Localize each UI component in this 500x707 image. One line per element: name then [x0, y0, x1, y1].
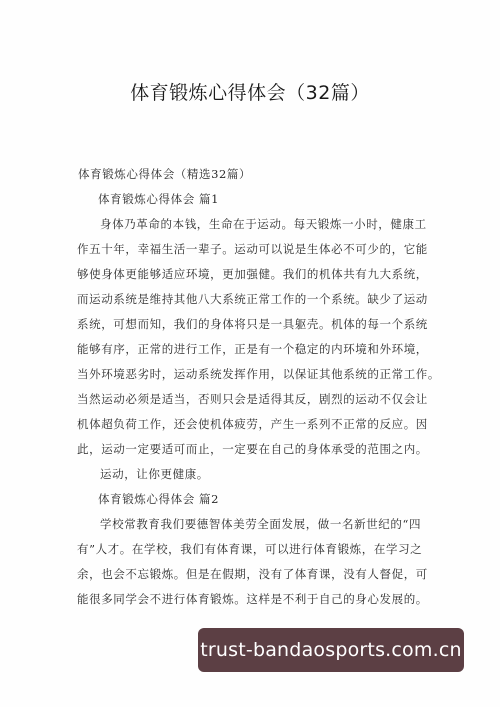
paragraph-line: 余，也会不忘锻炼。但是在假期，没有了体育课，没有人督促，可 [77, 567, 428, 581]
document-subtitle: 体育锻炼心得体会（精选32篇） [78, 167, 252, 181]
paragraph-line: 系统，可想而知，我们的身体将只是一具躯壳。机体的每一个系统 [77, 317, 428, 331]
paragraph-line: 能很多同学会不进行体育锻炼。这样是不利于自己的身心发展的。 [77, 592, 428, 606]
paragraph-line: 能够有序，正常的进行工作，正是有一个稳定的内环境和外环境， [77, 342, 428, 356]
paragraph-line: 运动，让你更健康。 [100, 467, 209, 481]
watermark-text: trust-bandaosports.com.cn [200, 639, 462, 661]
paragraph-line: 学校常教育我们要德智体美劳全面发展，做一名新世纪的“四 [100, 517, 422, 531]
paragraph-line: 机体超负荷工作，还会使机体疲劳，产生一系列不正常的反应。因 [77, 417, 428, 431]
watermark-banner [198, 628, 464, 672]
paragraph-line: 身体乃革命的本钱，生命在于运动。每天锻炼一小时，健康工 [100, 217, 427, 231]
paragraph-line: 当然运动必须是适当，否则只会是适得其反，剧烈的运动不仅会让 [77, 392, 428, 406]
paragraph-line: 此，运动一定要适可而止，一定要在自己的身体承受的范围之内。 [77, 442, 428, 456]
paragraph-line: 而运动系统是维持其他八大系统正常工作的一个系统。缺少了运动 [77, 292, 428, 306]
paragraph-line: 作五十年，幸福生活一辈子。运动可以说是生体必不可少的，它能 [77, 242, 428, 256]
paragraph-line: 当外环境恶劣时，运动系统发挥作用，以保证其他系统的正常工作。 [77, 367, 440, 381]
section-heading-1: 体育锻炼心得体会 篇1 [98, 192, 220, 206]
paragraph-line: 有”人才。在学校，我们有体育课，可以进行体育锻炼，在学习之 [77, 542, 423, 556]
document-title: 体育锻炼心得体会（32篇） [130, 82, 370, 104]
paragraph-line: 够使身体更能够适应环境，更加强健。我们的机体共有九大系统， [77, 267, 428, 281]
section-heading-2: 体育锻炼心得体会 篇2 [98, 492, 220, 506]
